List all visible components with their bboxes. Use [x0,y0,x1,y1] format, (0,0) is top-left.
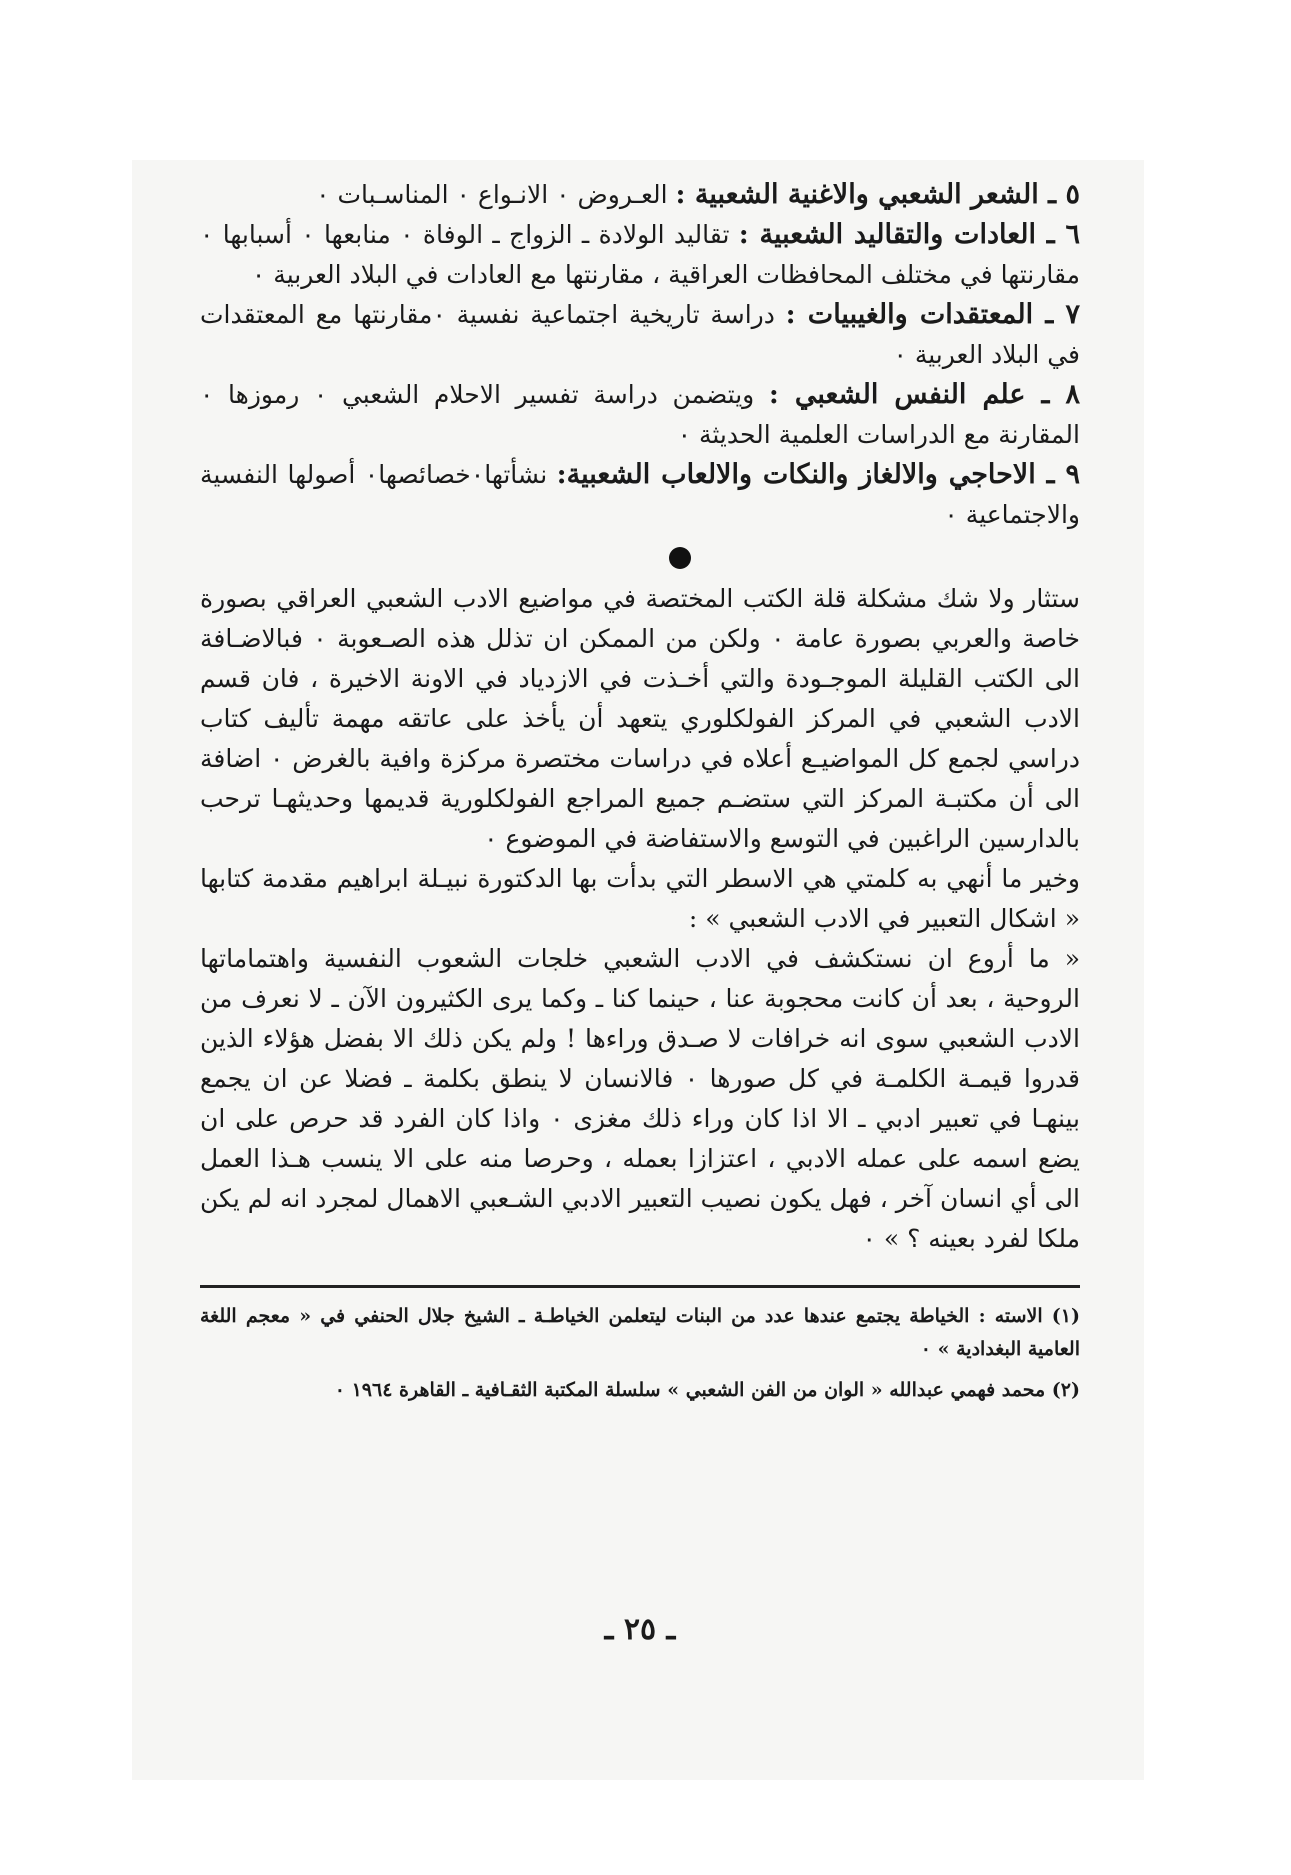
list-item-heading: ٦ ـ العادات والتقاليد الشعبية : [738,219,1081,250]
body-paragraph-1: ستثار ولا شك مشكلة قلة الكتب المختصة في مواضيع الادب الشعبي العراقي بصورة خاصة والعربي بصورة عامة ٠ ولكن من الممكن ان تذلل هذه الصـعوبة ٠ فبالاضـافة الى الكتب القليلة الموجـودة والتي أخـذت في الازدياد في الاونة الاخيرة ، فان قسم الادب الشعبي في المركز الفولكلوري يتعهد أن يأخذ على عاتقه مهمة تأليف كتاب دراسي لجمع كل المواضيـع أعلاه في دراسات مختصرة مركزة وافية بالغرض ٠ اضافة الى أن مكتبـة المركز التي ستضـم جميع المراجع الفولكلورية قديمها وحديثهـا ترحب بالدارسين الراغبين في التوسع والاستفاضة في الموضوع ٠ [200,584,1081,853]
list-item-text: نشأتها٠خصائصها٠ أصولها النفسية والاجتماعية ٠ [200,460,1080,529]
list-item-text: دراسة تاريخية اجتماعية نفسية ٠مقارنتها مع المعتقدات في البلاد العربية ٠ [200,300,1080,369]
list-item-heading: ٨ ـ علم النفس الشعبي : [768,379,1081,410]
body-paragraph-2: وخير ما أنهي به كلمتي هي الاسطر التي بدأت بها الدكتورة نبيـلة ابراهيم مقدمة كتابها « اشكال التعبير في الادب الشعبي » : [200,864,1080,933]
section-separator-dot [669,547,691,569]
page-number: ـ ٢٥ ـ [604,1612,676,1647]
list-item-text: تقاليد الولادة ـ الزواج ـ الوفاة ٠ منابعها ٠ أسبابها ٠ مقارنتها في مختلف المحافظات العراقية ، مقارنتها مع العادات في البلاد العربية ٠ [200,220,1080,289]
quoted-passage: « ما أروع ان نستكشف في الادب الشعبي خلجات الشعوب النفسية واهتماماتها الروحية ، بعد أن كانت محجوبة عنا ، حينما كنا ـ وكما يرى الكثيرون الآن ـ لا نعرف من الادب الشعبي سوى انه خرافات لا صـدق وراءها ! ولم يكن ذلك الا بفضل هؤلاء الذين قدروا قيمـة الكلمـة في كل صورها ٠ فالانسان لا ينطق بكلمة ـ فضلا عن ان يجمع بينهـا في تعبير ادبي ـ الا اذا كان وراء ذلك مغزى ٠ واذا كان الفرد قد حرص على ان يضع اسمه على عمله الادبي ، اعتزازا بعمله ، وحرصا منه على الا ينسب هـذا العمل الى أي انسان آخر ، فهل يكون نصيب التعبير الادبي الشـعبي الاهمال لمجرد انه لم يكن ملكا لفرد بعينه ؟ » ٠ [200,944,1081,1253]
list-item-8 [200,375,1080,455]
document-page [200,175,1080,1415]
list-item-heading: ٩ ـ الاحاجي والالغاز والنكات والالعاب الشعبية: [556,459,1080,490]
footnote-1: (١) الاسته : الخياطة يجتمع عندها عدد من البنات ليتعلمن الخياطـة ـ الشيخ جلال الحنفي في « معجم اللغة العامية البغدادية » ٠ [200,1305,1080,1360]
list-item-heading: ٧ ـ المعتقدات والغيبيات : [785,299,1080,330]
list-item-heading: ٥ ـ الشعر الشعبي والاغنية الشعبية : [675,179,1080,210]
list-item-9 [200,455,1080,535]
list-item-text: العـروض ٠ الانـواع ٠ المناسـبات ٠ [316,180,676,209]
list-item-text: ويتضمن دراسة تفسير الاحلام الشعبي ٠ رموزها ٠ المقارنة مع الدراسات العلمية الحديثة ٠ [200,380,1080,449]
list-item-6 [200,215,1080,295]
list-item-5 [200,175,1080,215]
footnote-divider [200,1285,1080,1288]
list-item-7 [200,295,1080,375]
footnote-2: (٢) محمد فهمي عبدالله « الوان من الفن الشعبي » سلسلة المكتبة الثقـافية ـ القاهرة ١٩٦٤ ٠ [334,1379,1080,1401]
